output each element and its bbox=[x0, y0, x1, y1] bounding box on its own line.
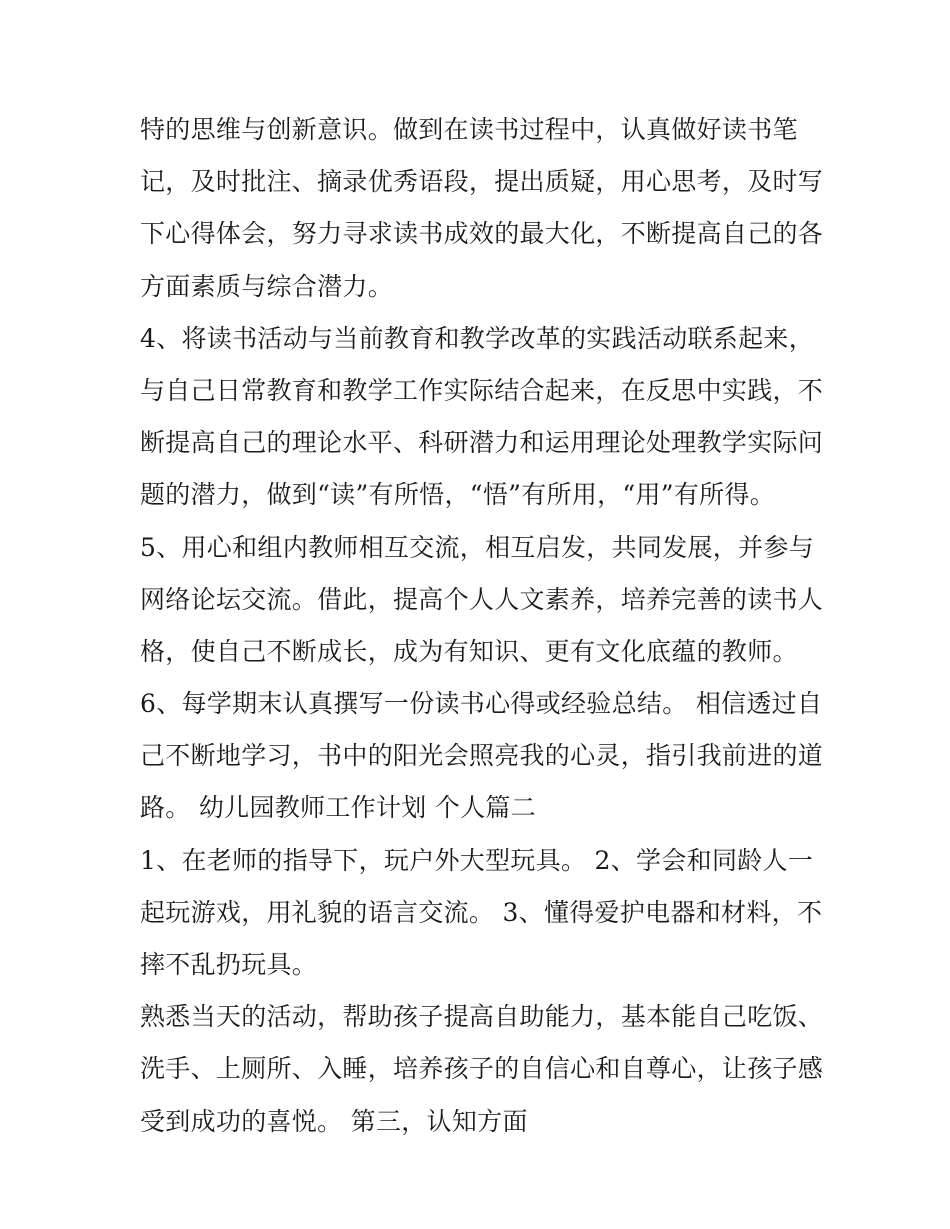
text-line: 起玩游戏，用礼貌的语言交流。 3、懂得爱护电器和材料，不 bbox=[140, 897, 823, 927]
text-line: 受到成功的喜悦。 第三，认知方面 bbox=[140, 1106, 528, 1136]
text-line: 与自己日常教育和教学工作实际结合起来，在反思中实践，不 bbox=[140, 375, 824, 405]
text-line: 断提高自己的理论水平、科研潜力和运用理论处理教学实际问 bbox=[140, 428, 824, 458]
text-line: 洗手、上厕所、入睡，培养孩子的自信心和自尊心，让孩子感 bbox=[140, 1054, 824, 1084]
text-line: 路。 幼儿园教师工作计划 个人篇二 bbox=[140, 793, 536, 823]
text-line: 格，使自己不断成长，成为有知识、更有文化底蕴的教师。 bbox=[140, 636, 798, 666]
text-line: 1、在老师的指导下，玩户外大型玩具。 2、学会和同龄人一 bbox=[140, 845, 814, 875]
text-line: 摔不乱扔玩具。 bbox=[140, 950, 318, 979]
text-line: 题的潜力，做到“读”有所悟，“悟”有所用，“用”有所得。 bbox=[140, 480, 776, 510]
text-line: 熟悉当天的活动，帮助孩子提高自助能力，基本能自己吃饭、 bbox=[140, 1002, 824, 1032]
text-line: 特的思维与创新意识。做到在读书过程中，认真做好读书笔 bbox=[140, 115, 798, 144]
body-text bbox=[140, 104, 824, 1148]
text-line: 4、将读书活动与当前教育和教学改革的实践活动联系起来， bbox=[140, 323, 815, 353]
text-line: 下心得体会，努力寻求读书成效的最大化，不断提高自己的各 bbox=[140, 219, 824, 249]
text-line: 5、用心和组内教师相互交流，相互启发，共同发展，并参与 bbox=[140, 532, 815, 562]
text-line: 记，及时批注、摘录优秀语段，提出质疑，用心思考，及时写 bbox=[140, 167, 824, 197]
text-line: 方面素质与综合潜力。 bbox=[140, 271, 394, 301]
text-line: 6、每学期末认真撰写一份读书心得或经验总结。 相信透过自 bbox=[140, 689, 823, 719]
text-line: 网络论坛交流。借此，提高个人人文素养，培养完善的读书人 bbox=[140, 584, 824, 614]
text-line: 己不断地学习，书中的阳光会照亮我的心灵，指引我前进的道 bbox=[140, 741, 824, 771]
